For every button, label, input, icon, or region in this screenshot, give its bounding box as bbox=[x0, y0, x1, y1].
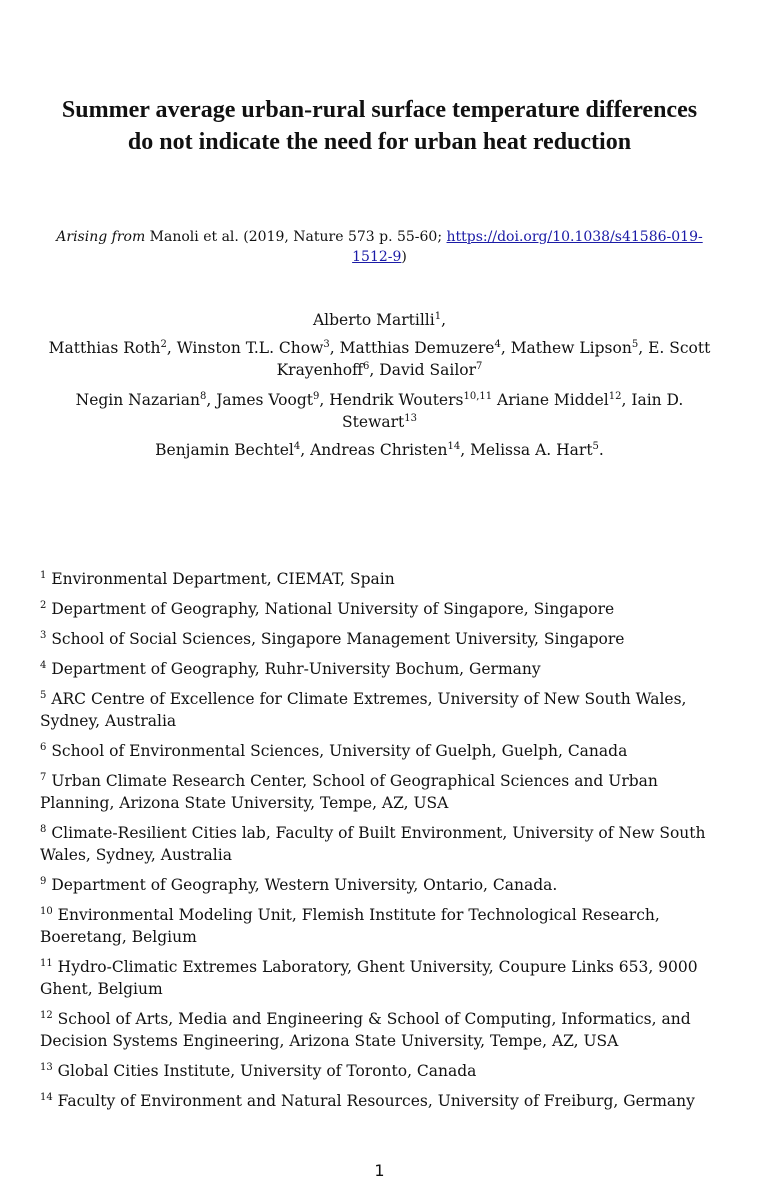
author-name: Matthias Demuzere bbox=[339, 339, 495, 357]
affiliation-text: Environmental Modeling Unit, Flemish Institute for Technological Research, Boeretang, Belgium bbox=[40, 906, 660, 946]
arising-reference: Manoli et al. (2019, Nature 573 p. 55-60; bbox=[145, 229, 447, 245]
author-line-4: Benjamin Bechtel$^4$, Andreas Christen$^{14}$, Melissa A. Hart$^5$. bbox=[155, 440, 604, 459]
author-line-3: Negin Nazarian$^8$, James Voogt$^9$, Hendrik Wouters$^{10,11}$ Ariane Middel$^{12}$, Iain D. Stewart$^{13}$ bbox=[75, 390, 684, 431]
affiliation-text: School of Social Sciences, Singapore Management University, Singapore bbox=[51, 630, 625, 648]
affiliation-number: 3 bbox=[40, 629, 47, 641]
affiliation-number: 13 bbox=[40, 1061, 53, 1073]
affiliation-text: Environmental Department, CIEMAT, Spain bbox=[51, 570, 395, 588]
affiliation-text: School of Arts, Media and Engineering & School of Computing, Informatics, and Decision Systems Engineering, Arizona State University, Tempe, AZ, USA bbox=[40, 1010, 691, 1050]
affiliation-item bbox=[40, 598, 730, 620]
author-affil-sup: 3 bbox=[323, 338, 330, 350]
author-affil-sup: 5 bbox=[631, 338, 639, 350]
author-list bbox=[40, 309, 719, 467]
author-affil-sup: 6 bbox=[363, 360, 370, 372]
affiliation-item bbox=[40, 1060, 730, 1082]
affiliation-number: 2 bbox=[40, 599, 47, 611]
author-name: Hendrik Wouters bbox=[329, 391, 464, 409]
author-name: James Voogt bbox=[216, 391, 313, 409]
author-affil-sup: 7 bbox=[476, 360, 483, 372]
author-name: Andreas Christen bbox=[310, 441, 448, 459]
author-affil-sup: 5 bbox=[592, 440, 599, 452]
affiliation-text: Global Cities Institute, University of Toronto, Canada bbox=[57, 1062, 477, 1080]
affiliation-item bbox=[40, 658, 730, 680]
page-number: 1 bbox=[374, 1161, 385, 1180]
author-line-2: Matthias Roth$^2$, Winston T.L. Chow$^3$, Matthias Demuzere$^4$, Mathew Lipson$^5$, E. Scott Krayenhoff$^6$, David Sailor$^7$ bbox=[48, 338, 711, 379]
affiliation-number: 8 bbox=[40, 823, 47, 835]
affiliation-text: Department of Geography, Western University, Ontario, Canada. bbox=[51, 876, 558, 894]
author-affil-sup: 8 bbox=[199, 390, 207, 402]
affiliation-number: 7 bbox=[40, 771, 47, 783]
affiliation-number: 10 bbox=[40, 905, 53, 917]
doi-link[interactable]: https://doi.org/10.1038/s41586-019-1512-9 bbox=[352, 229, 703, 265]
affiliation-item bbox=[40, 688, 730, 732]
affiliation-text: Climate-Resilient Cities lab, Faculty of Built Environment, University of New South Wales, Sydney, Australia bbox=[40, 824, 706, 864]
author-name: Winston T.L. Chow bbox=[176, 339, 324, 357]
author-affil-sup: 14 bbox=[447, 440, 461, 452]
affiliation-text: ARC Centre of Excellence for Climate Extremes, University of New South Wales, Sydney, Australia bbox=[40, 690, 687, 730]
author-name: Matthias Roth bbox=[48, 339, 161, 357]
author-affil-sup: 13 bbox=[404, 412, 417, 424]
author-line-1: Alberto Martilli$^1$, bbox=[312, 310, 447, 329]
affiliation-text: School of Environmental Sciences, University of Guelph, Guelph, Canada bbox=[51, 742, 628, 760]
affiliation-number: 5 bbox=[40, 689, 47, 701]
author-affil-sup: 1 bbox=[434, 310, 442, 322]
affiliation-item bbox=[40, 740, 730, 762]
author-name: Iain D. Stewart bbox=[342, 391, 684, 431]
author-affil-sup: 4 bbox=[494, 338, 501, 350]
author-affil-sup: 12 bbox=[608, 390, 622, 402]
arising-from-line bbox=[40, 227, 719, 267]
author-name: Ariane Middel bbox=[497, 391, 609, 409]
affiliation-item bbox=[40, 628, 730, 650]
affiliation-number: 6 bbox=[40, 741, 47, 753]
author-name: David Sailor bbox=[379, 361, 477, 379]
author-name: Alberto Martilli bbox=[312, 311, 435, 329]
affiliation-text: Hydro-Climatic Extremes Laboratory, Ghent University, Coupure Links 653, 9000 Ghent, Belgium bbox=[40, 958, 698, 998]
arising-prefix: Arising from bbox=[56, 229, 146, 245]
author-name: Mathew Lipson bbox=[510, 339, 632, 357]
author-affil-sup: 9 bbox=[312, 390, 320, 402]
affiliation-number: 4 bbox=[40, 659, 47, 671]
author-affil-sup: 4 bbox=[293, 440, 301, 452]
affiliation-number: 1 bbox=[40, 569, 47, 581]
affiliation-item bbox=[40, 568, 730, 590]
affiliation-text: Faculty of Environment and Natural Resources, University of Freiburg, Germany bbox=[57, 1092, 695, 1110]
affiliation-number: 14 bbox=[40, 1091, 53, 1103]
affiliation-number: 11 bbox=[40, 957, 53, 969]
affiliation-item bbox=[40, 1008, 730, 1052]
affiliation-number: 9 bbox=[40, 875, 47, 887]
author-name: E. Scott Krayenhoff bbox=[276, 339, 711, 379]
affiliation-number: 12 bbox=[40, 1009, 53, 1021]
affiliation-text: Urban Climate Research Center, School of Geographical Sciences and Urban Planning, Arizona State University, Tempe, AZ, USA bbox=[40, 772, 658, 812]
author-name: Negin Nazarian bbox=[75, 391, 200, 409]
affiliation-item bbox=[40, 956, 730, 1000]
affiliation-item bbox=[40, 1090, 730, 1112]
affiliation-text: Department of Geography, National University of Singapore, Singapore bbox=[51, 600, 615, 618]
affiliation-item bbox=[40, 904, 730, 948]
author-name: Melissa A. Hart bbox=[470, 441, 593, 459]
arising-suffix: ) bbox=[401, 249, 407, 265]
affiliation-text: Department of Geography, Ruhr-University Bochum, Germany bbox=[51, 660, 541, 678]
affiliation-item bbox=[40, 770, 730, 814]
affiliation-item bbox=[40, 822, 730, 866]
author-affil-sup: 10,11 bbox=[463, 390, 493, 402]
author-name: Benjamin Bechtel bbox=[155, 441, 294, 459]
paper-title: Summer average urban-rural surface temperature differences do not indicate the need for urban heat reduction bbox=[61, 97, 698, 155]
affiliation-item bbox=[40, 874, 730, 896]
author-affil-sup: 2 bbox=[160, 338, 167, 350]
affiliation-list bbox=[40, 568, 730, 1120]
